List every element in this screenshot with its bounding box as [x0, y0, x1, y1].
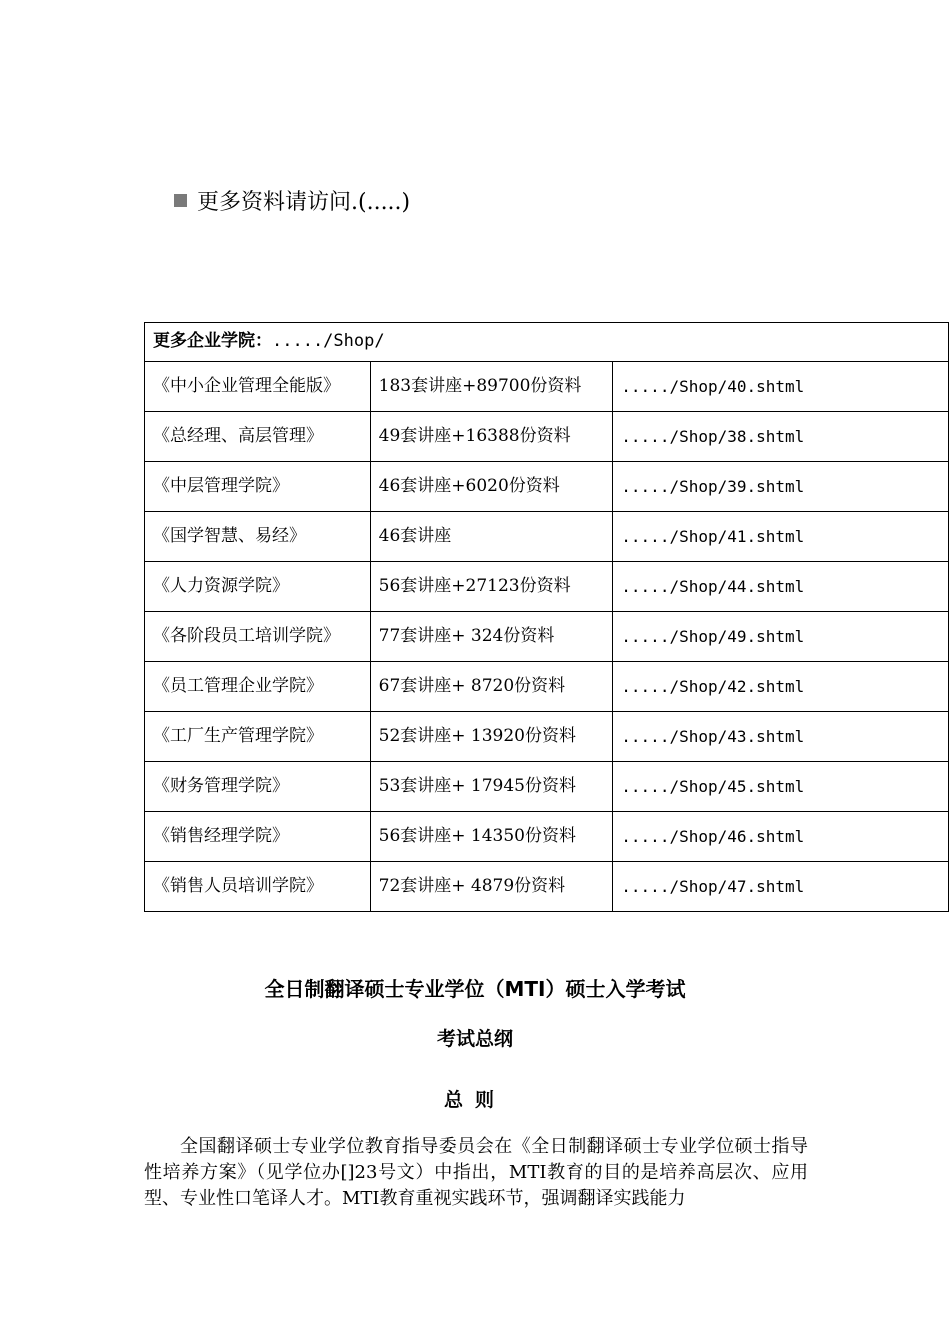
table-row [145, 612, 949, 662]
table-row [145, 712, 949, 762]
table-row [145, 862, 949, 912]
course-count-cell: 67套讲座+ 8720份资料 [370, 662, 613, 712]
more-resources-line [174, 185, 410, 216]
para-normal-1: 《全日制翻译硕士专业学位硕士指导性培养方案》（见学位办[]23号文） [144, 1136, 809, 1183]
table-row [145, 812, 949, 862]
course-url-cell[interactable]: ...../Shop/38.shtml [613, 412, 949, 462]
course-name-cell: 《国学智慧、易经》 [145, 512, 371, 562]
course-name-cell: 《总经理、高层管理》 [145, 412, 371, 462]
course-count-cell: 49套讲座+16388份资料 [370, 412, 613, 462]
course-count-cell: 53套讲座+ 17945份资料 [370, 762, 613, 812]
course-url-cell[interactable]: ...../Shop/49.shtml [613, 612, 949, 662]
course-url-cell[interactable]: ...../Shop/39.shtml [613, 462, 949, 512]
course-url-cell[interactable]: ...../Shop/42.shtml [613, 662, 949, 712]
table-title-row [145, 323, 949, 362]
course-name-cell: 《中小企业管理全能版》 [145, 362, 371, 412]
document-subtitle: 考试总纲 [436, 1028, 513, 1050]
course-count-cell: 46套讲座+6020份资料 [370, 462, 613, 512]
table-row [145, 412, 949, 462]
course-count-cell: 56套讲座+27123份资料 [370, 562, 613, 612]
course-count-cell: 56套讲座+ 14350份资料 [370, 812, 613, 862]
course-url-cell[interactable]: ...../Shop/45.shtml [613, 762, 949, 812]
course-url-cell[interactable]: ...../Shop/41.shtml [613, 512, 949, 562]
resource-table [144, 322, 949, 912]
table-row [145, 562, 949, 612]
course-count-cell: 52套讲座+ 13920份资料 [370, 712, 613, 762]
course-count-cell: 72套讲座+ 4879份资料 [370, 862, 613, 912]
table-row [145, 462, 949, 512]
course-count-cell: 46套讲座 [370, 512, 613, 562]
para-bold-1: 全国翻译硕士专业学位教育指导委员会在 [180, 1136, 513, 1157]
course-url-cell[interactable]: ...../Shop/43.shtml [613, 712, 949, 762]
course-name-cell: 《财务管理学院》 [145, 762, 371, 812]
table-title-url[interactable]: ...../Shop/ [272, 331, 385, 351]
body-paragraph [144, 1134, 808, 1212]
para-bold-2: 中指出 [434, 1162, 491, 1183]
course-url-cell[interactable]: ...../Shop/44.shtml [613, 562, 949, 612]
course-url-cell[interactable]: ...../Shop/47.shtml [613, 862, 949, 912]
course-url-cell[interactable]: ...../Shop/46.shtml [613, 812, 949, 862]
section-heading: 总则 [443, 1089, 506, 1111]
table-title-label: 更多企业学院： [153, 331, 272, 351]
para-normal-2: ，MTI教育的目的是培养高层次、应用型、专业性口笔译人才。MTI教育重视实践环节，强调翻译实践能力 [144, 1162, 809, 1209]
square-bullet-icon [174, 194, 187, 207]
course-count-cell: 183套讲座+89700份资料 [370, 362, 613, 412]
course-name-cell: 《销售经理学院》 [145, 812, 371, 862]
course-name-cell: 《各阶段员工培训学院》 [145, 612, 371, 662]
course-name-cell: 《人力资源学院》 [145, 562, 371, 612]
course-name-cell: 《员工管理企业学院》 [145, 662, 371, 712]
course-name-cell: 《中层管理学院》 [145, 462, 371, 512]
course-count-cell: 77套讲座+ 324份资料 [370, 612, 613, 662]
table-row [145, 662, 949, 712]
table-title-cell [145, 323, 949, 362]
course-url-cell[interactable]: ...../Shop/40.shtml [613, 362, 949, 412]
table-row [145, 512, 949, 562]
document-title: 全日制翻译硕士专业学位（MTI）硕士入学考试 [264, 977, 686, 1001]
more-resources-text: 更多资料请访问.(.....) [197, 190, 411, 215]
course-name-cell: 《工厂生产管理学院》 [145, 712, 371, 762]
table-row [145, 362, 949, 412]
course-name-cell: 《销售人员培训学院》 [145, 862, 371, 912]
table-row [145, 762, 949, 812]
